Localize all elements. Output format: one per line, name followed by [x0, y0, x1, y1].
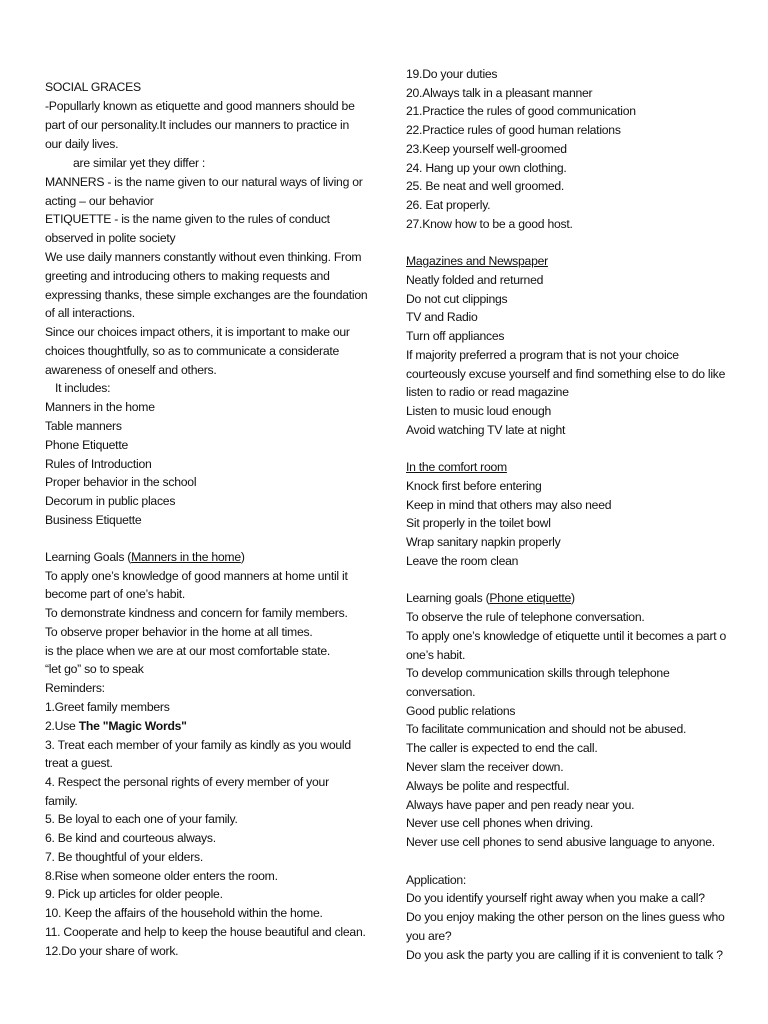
phone-item: Never use cell phones to send abusive language to anyone. [406, 835, 715, 849]
reminders-label: Reminders: [45, 681, 105, 695]
application-question: Do you ask the party you are calling if it is convenient to talk ? [406, 948, 723, 962]
phone-item: The caller is expected to end the call. [406, 741, 598, 755]
comfort-item: Keep in mind that others may also need [406, 498, 612, 512]
reminder-item: 11. Cooperate and help to keep the house beautiful and clean. [45, 925, 366, 939]
learning-goals-prefix: Learning Goals ( [45, 550, 132, 564]
includes-item: Business Etiquette [45, 513, 142, 527]
phone-item: To facilitate communication and should not be abused. [406, 722, 687, 736]
duty-item: 21.Practice the rules of good communication [406, 104, 636, 118]
intro-line: expressing thanks, these simple exchanges are the foundation [45, 288, 368, 302]
goal-line: To demonstrate kindness and concern for family members. [45, 606, 348, 620]
comfort-room-heading: In the comfort room [406, 460, 507, 474]
intro-line: greeting and introducing others to making requests and [45, 269, 330, 283]
includes-item: Phone Etiquette [45, 438, 128, 452]
duty-item: 25. Be neat and well groomed. [406, 179, 565, 193]
application-heading: Application: [406, 873, 467, 887]
includes-label: It includes: [55, 381, 111, 395]
intro-line: are similar yet they differ : [73, 156, 206, 170]
includes-item: Proper behavior in the school [45, 475, 197, 489]
intro-line: of all interactions. [45, 306, 135, 320]
phone-item: Always have paper and pen ready near you. [406, 798, 635, 812]
intro-line: Since our choices impact others, it is important to make our [45, 325, 350, 339]
manners-in-the-home-link: Manners in the home [131, 550, 241, 564]
includes-item: Rules of Introduction [45, 457, 152, 471]
reminder-item: 10. Keep the affairs of the household within the home. [45, 906, 323, 920]
magazines-item: TV and Radio [406, 310, 478, 324]
reminder-item: 8.Rise when someone older enters the room. [45, 869, 278, 883]
learning-goals-heading [45, 548, 245, 567]
magazines-item: If majority preferred a program that is not your choice [406, 348, 679, 362]
phone-item: Never use cell phones when driving. [406, 816, 594, 830]
phone-item: Good public relations [406, 704, 516, 718]
comfort-item: Sit properly in the toilet bowl [406, 516, 551, 530]
phone-etiquette-link: Phone etiquette [489, 591, 572, 605]
reminder-item: treat a guest. [45, 756, 113, 770]
phone-goals-prefix: Learning goals ( [406, 591, 490, 605]
magazines-item: courteously excuse yourself and find something else to do like [406, 367, 726, 381]
learning-goals-suffix: ) [240, 550, 245, 564]
manners-definition: acting – our behavior [45, 194, 154, 208]
application-question: Do you identify yourself right away when you make a call? [406, 891, 705, 905]
reminder-item: 5. Be loyal to each one of your family. [45, 812, 238, 826]
goal-line: is the place when we are at our most comfortable state. [45, 644, 330, 658]
phone-item: Never slam the receiver down. [406, 760, 564, 774]
reminder-item: 9. Pick up articles for older people. [45, 887, 223, 901]
duty-item: 24. Hang up your own clothing. [406, 161, 567, 175]
includes-item: Decorum in public places [45, 494, 176, 508]
duty-item: 20.Always talk in a pleasant manner [406, 86, 593, 100]
comfort-item: Leave the room clean [406, 554, 519, 568]
goal-line: To observe proper behavior in the home at all times. [45, 625, 313, 639]
phone-goals-suffix: ) [571, 591, 575, 605]
etiquette-definition: observed in polite society [45, 231, 176, 245]
application-question: you are? [406, 929, 452, 943]
phone-item: To apply one’s knowledge of etiquette until it becomes a part o [406, 629, 727, 643]
magic-words: The "Magic Words" [78, 719, 187, 733]
magic-words-prefix: 2.Use [45, 719, 79, 733]
duty-item: 27.Know how to be a good host. [406, 217, 573, 231]
intro-line: choices thoughtfully, so as to communicate a considerate [45, 344, 340, 358]
intro-line: awareness of oneself and others. [45, 363, 217, 377]
reminder-item: 7. Be thoughtful of your elders. [45, 850, 203, 864]
comfort-item: Knock first before entering [406, 479, 542, 493]
magazines-item: Neatly folded and returned [406, 273, 544, 287]
duty-item: 23.Keep yourself well-groomed [406, 142, 567, 156]
phone-item: To observe the rule of telephone conversation. [406, 610, 645, 624]
magazines-item: Listen to music loud enough [406, 404, 552, 418]
reminder-item [45, 717, 187, 736]
phone-item: one’s habit. [406, 648, 466, 662]
goal-line: To apply one’s knowledge of good manners at home until it [45, 569, 348, 583]
magazines-heading: Magazines and Newspaper [406, 254, 548, 268]
phone-goals-heading [406, 589, 575, 608]
document-title: SOCIAL GRACES [45, 80, 141, 94]
reminder-item: 4. Respect the personal rights of every member of your [45, 775, 329, 789]
application-question: Do you enjoy making the other person on the lines guess who [406, 910, 725, 924]
phone-item: Always be polite and respectful. [406, 779, 570, 793]
includes-item: Manners in the home [45, 400, 155, 414]
magazines-item: Avoid watching TV late at night [406, 423, 566, 437]
intro-line: -Popullarly known as etiquette and good manners should be [45, 99, 355, 113]
includes-item: Table manners [45, 419, 122, 433]
reminder-item: family. [45, 794, 78, 808]
reminder-item: 12.Do your share of work. [45, 944, 179, 958]
magazines-item: Turn off appliances [406, 329, 505, 343]
phone-item: To develop communication skills through telephone [406, 666, 670, 680]
magazines-item: listen to radio or read magazine [406, 385, 569, 399]
duty-item: 22.Practice rules of good human relations [406, 123, 621, 137]
intro-line: our daily lives. [45, 137, 119, 151]
duty-item: 26. Eat properly. [406, 198, 491, 212]
intro-line: part of our personality.It includes our manners to practice in [45, 118, 350, 132]
intro-line: We use daily manners constantly without even thinking. From [45, 250, 362, 264]
goal-line: become part of one’s habit. [45, 587, 186, 601]
manners-definition: MANNERS - is the name given to our natural ways of living or [45, 175, 363, 189]
comfort-item: Wrap sanitary napkin properly [406, 535, 561, 549]
reminder-item: 3. Treat each member of your family as kindly as you would [45, 738, 351, 752]
goal-line: “let go” so to speak [45, 662, 144, 676]
magazines-item: Do not cut clippings [406, 292, 508, 306]
duty-item: 19.Do your duties [406, 67, 498, 81]
reminder-item: 6. Be kind and courteous always. [45, 831, 216, 845]
reminder-item: 1.Greet family members [45, 700, 170, 714]
phone-item: conversation. [406, 685, 476, 699]
etiquette-definition: ETIQUETTE - is the name given to the rules of conduct [45, 212, 330, 226]
